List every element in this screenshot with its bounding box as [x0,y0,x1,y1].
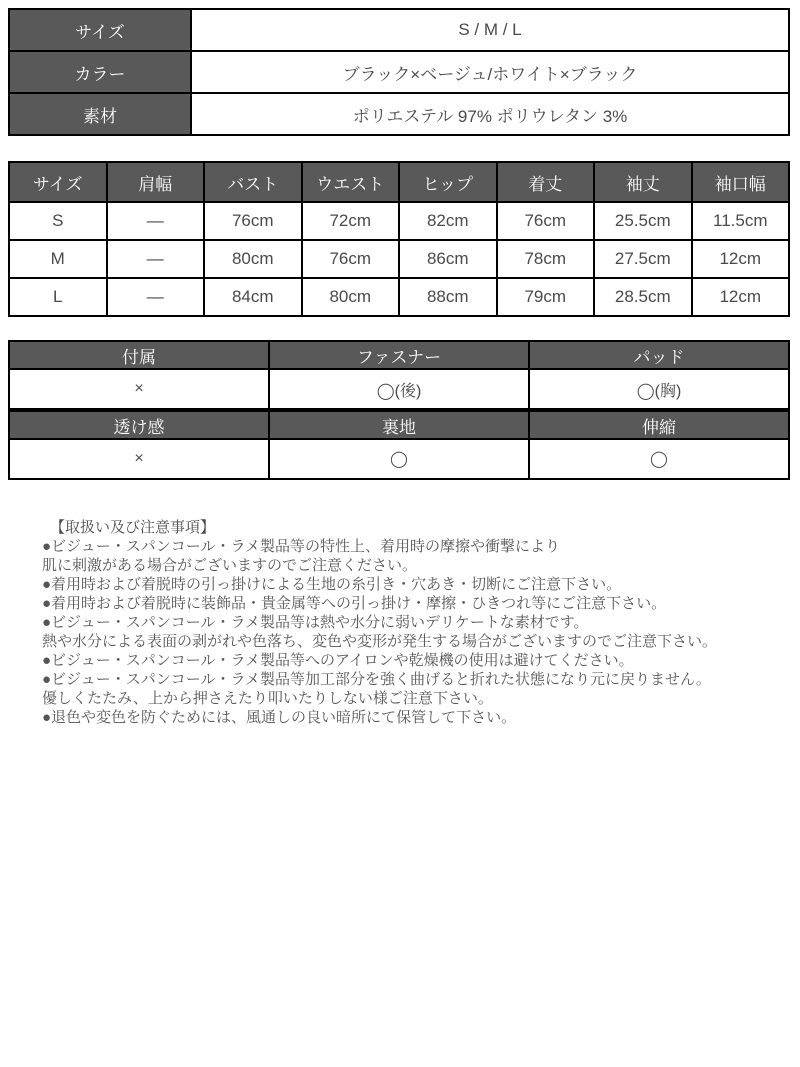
measurements-row-l [9,278,789,316]
features-header-row-2 [9,410,789,439]
feat-header-zipper: ファスナー [269,341,529,369]
features-value-row-1 [9,369,789,410]
spec-label-material: 素材 [9,93,191,135]
care-note-line: ●ビジュー・スパンコール・ラメ製品等へのアイロンや乾燥機の使用は避けてください。 [42,652,634,669]
meas-cell: L [9,278,107,316]
care-note-line: ●ビジュー・スパンコール・ラメ製品等は熱や水分に弱いデリケートな素材です。 [42,614,589,631]
meas-cell: 84cm [204,278,302,316]
features-header-row-1 [9,341,789,369]
meas-cell: 76cm [497,202,595,240]
care-notes [42,518,800,727]
feat-value-pad: ◯(胸) [529,369,789,410]
meas-cell: 80cm [204,240,302,278]
meas-header-size: サイズ [9,162,107,202]
feat-header-attachment: 付属 [9,341,269,369]
care-note-line: ●退色や変色を防ぐためには、風通しの良い暗所にて保管して下さい。 [42,709,517,726]
care-note-line: ●ビジュー・スパンコール・ラメ製品等の特性上、着用時の摩擦や衝撃により [42,538,561,555]
meas-cell: 82cm [399,202,497,240]
meas-cell: 76cm [302,240,400,278]
meas-cell: 78cm [497,240,595,278]
measurements-header-row [9,162,789,202]
spec-value-size: S / M / L [191,9,789,51]
care-note-line: 肌に刺激がある場合がございますのでご注意ください。 [42,557,418,574]
meas-header-hip: ヒップ [399,162,497,202]
meas-header-bust: バスト [204,162,302,202]
spec-label-color: カラー [9,51,191,93]
feat-header-sheerness: 透け感 [9,410,269,439]
spec-row [9,9,789,51]
spec-value-material: ポリエステル 97% ポリウレタン 3% [191,93,789,135]
meas-cell: — [107,202,205,240]
meas-cell: 86cm [399,240,497,278]
meas-cell: M [9,240,107,278]
spec-value-color: ブラック×ベージュ/ホワイト×ブラック [191,51,789,93]
meas-cell: 27.5cm [594,240,692,278]
meas-header-waist: ウエスト [302,162,400,202]
features-table [8,340,790,480]
feat-value-zipper: ◯(後) [269,369,529,410]
feat-header-pad: パッド [529,341,789,369]
meas-header-shoulder: 肩幅 [107,162,205,202]
feat-value-attachment: × [9,369,269,410]
care-notes-title: 【取扱い及び注意事項】 [50,519,216,536]
meas-cell: 76cm [204,202,302,240]
features-value-row-2 [9,439,789,479]
meas-cell: — [107,240,205,278]
feat-value-lining: ◯ [269,439,529,479]
measurements-row-m [9,240,789,278]
feat-header-stretch: 伸縮 [529,410,789,439]
meas-cell: — [107,278,205,316]
meas-header-length: 着丈 [497,162,595,202]
meas-cell: 80cm [302,278,400,316]
meas-cell: 72cm [302,202,400,240]
meas-header-cuff: 袖口幅 [692,162,790,202]
feat-value-sheerness: × [9,439,269,479]
care-note-line: 優しくたたみ、上から押さえたり叩いたりしない様ご注意下さい。 [42,690,493,707]
meas-cell: S [9,202,107,240]
care-note-line: ●着用時および着脱時に装飾品・貴金属等への引っ掛け・摩擦・ひきつれ等にご注意下さい。 [42,595,667,612]
spec-row [9,93,789,135]
meas-cell: 79cm [497,278,595,316]
meas-cell: 88cm [399,278,497,316]
measurements-row-s [9,202,789,240]
spec-row [9,51,789,93]
feat-value-stretch: ◯ [529,439,789,479]
spec-label-size: サイズ [9,9,191,51]
meas-cell: 28.5cm [594,278,692,316]
meas-cell: 11.5cm [692,202,790,240]
care-note-line: 熱や水分による表面の剥がれや色落ち、変色や変形が発生する場合がございますのでご注意下さい。 [42,633,718,650]
meas-header-sleeve: 袖丈 [594,162,692,202]
product-spec-table [8,8,790,136]
care-note-line: ●着用時および着脱時の引っ掛けによる生地の糸引き・穴あき・切断にご注意下さい。 [42,576,622,593]
care-note-line: ●ビジュー・スパンコール・ラメ製品等加工部分を強く曲げると折れた状態になり元に戻りません。 [42,671,711,688]
feat-header-lining: 裏地 [269,410,529,439]
meas-cell: 12cm [692,240,790,278]
meas-cell: 25.5cm [594,202,692,240]
meas-cell: 12cm [692,278,790,316]
measurements-table [8,161,790,317]
